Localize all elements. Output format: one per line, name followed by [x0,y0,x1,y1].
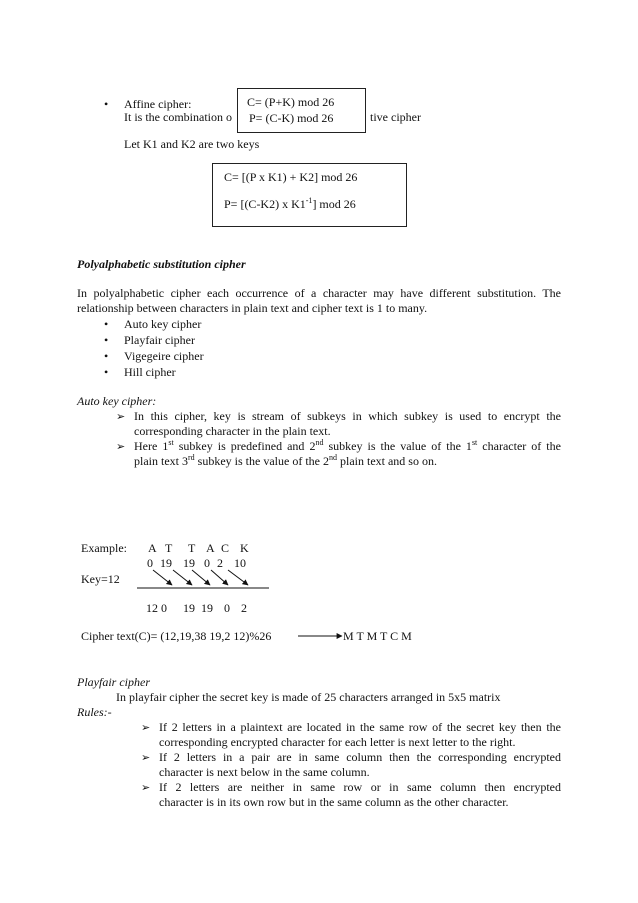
shift-arrow [153,570,172,585]
list-item: Hill cipher [124,365,176,379]
arrow-bullet-icon [116,409,125,424]
playfair-heading: Playfair cipher [77,675,150,689]
example-letter: A [148,541,157,555]
poly-para-line1: In polyalphabetic cipher each occurrence of a character may have different substitution. The [77,286,561,300]
example-value: 0 [147,556,153,570]
rule1-line2: corresponding encrypted character for each letter is next letter to the right. [159,735,516,749]
arrow-bullet-icon [141,720,150,735]
rule2-line2: character is next below in the same column. [159,765,370,779]
rule3-line1: If 2 letters are neither in same row or in same column then encrypted [159,780,561,794]
list-bullet [104,317,108,332]
example-value: 2 [217,556,223,570]
example-value: 19 [183,556,195,570]
example-letter: T [188,541,196,555]
autokey-heading: Auto key cipher: [77,394,157,408]
affine-desc-right: tive cipher [370,110,421,124]
affine-label: Affine cipher: [124,97,192,111]
example-letter: A [206,541,215,555]
rule3-line2: character is in its own row but in the same column as the other character. [159,795,509,809]
cipher-text-formula: Cipher text(C)= (12,19,38 19,2 12)%26 [81,629,272,643]
key-label: Key=12 [81,572,120,586]
autokey-p2-line2: plain text 3rd subkey is the value of the 2nd plain text and so on. [134,453,437,468]
playfair-intro: In playfair cipher the secret key is made of 25 characters arranged in 5x5 matrix [116,690,501,704]
list-item: Auto key cipher [124,317,202,331]
shift-arrow [211,570,228,585]
rules-label: Rules:- [77,705,112,719]
list-bullet [104,333,108,348]
list-item: Playfair cipher [124,333,195,347]
result-value: 2 [241,601,247,615]
example-label: Example: [81,541,127,555]
affine-keys-text: Let K1 and K2 are two keys [124,137,260,151]
list-bullet [104,349,108,364]
autokey-p2-line1: Here 1st subkey is predefined and 2nd subkey is the value of the 1st character of the [134,438,561,453]
formula-decrypt-affine: P= [(C-K2) x $K1^{-1}$] mod 26 [224,196,356,211]
result-value: 0 [161,601,167,615]
arrow-bullet-icon [116,439,125,454]
affine-bullet [104,97,108,112]
poly-para-line2: relationship between characters in plain text and cipher text is 1 to many. [77,301,428,315]
example-value: 19 [160,556,172,570]
formula-decrypt-additive: P= (C-K) mod 26 [249,111,334,125]
example-letter: K [240,541,249,555]
shift-arrow [192,570,210,585]
poly-heading: Polyalphabetic substitution cipher [77,257,246,271]
example-value: 10 [234,556,246,570]
rule1-line1: If 2 letters in a plaintext are located in the same row of the secret key then the [159,720,561,734]
shift-arrow [228,570,248,585]
shift-arrow [173,570,192,585]
result-value: 12 [146,601,158,615]
formula-box-additive [237,88,366,133]
result-value: 19 [183,601,195,615]
cipher-result: M T M T C M [343,629,412,643]
formula-encrypt-additive: C= (P+K) mod 26 [247,95,335,109]
example-letter: T [165,541,173,555]
formula-encrypt-affine: C= [(P x K1) + K2] mod 26 [224,170,358,184]
autokey-p1-line2: corresponding character in the plain text. [134,424,331,438]
autokey-p1-line1: In this cipher, key is stream of subkeys in which subkey is used to encrypt the [134,409,561,423]
list-item: Vigegeire cipher [124,349,204,363]
rule2-line1: If 2 letters in a pair are in same column then the corresponding encrypted [159,750,561,764]
affine-desc-left: It is the combination o [124,110,232,124]
list-bullet [104,365,108,380]
result-value: 19 [201,601,213,615]
key-shift-arrows [140,566,280,606]
example-value: 0 [204,556,210,570]
result-arrow-icon [298,631,348,641]
example-letter: C [221,541,230,555]
formula-box-affine [212,163,407,227]
arrow-bullet-icon [141,780,150,795]
arrow-bullet-icon [141,750,150,765]
result-value: 0 [224,601,230,615]
